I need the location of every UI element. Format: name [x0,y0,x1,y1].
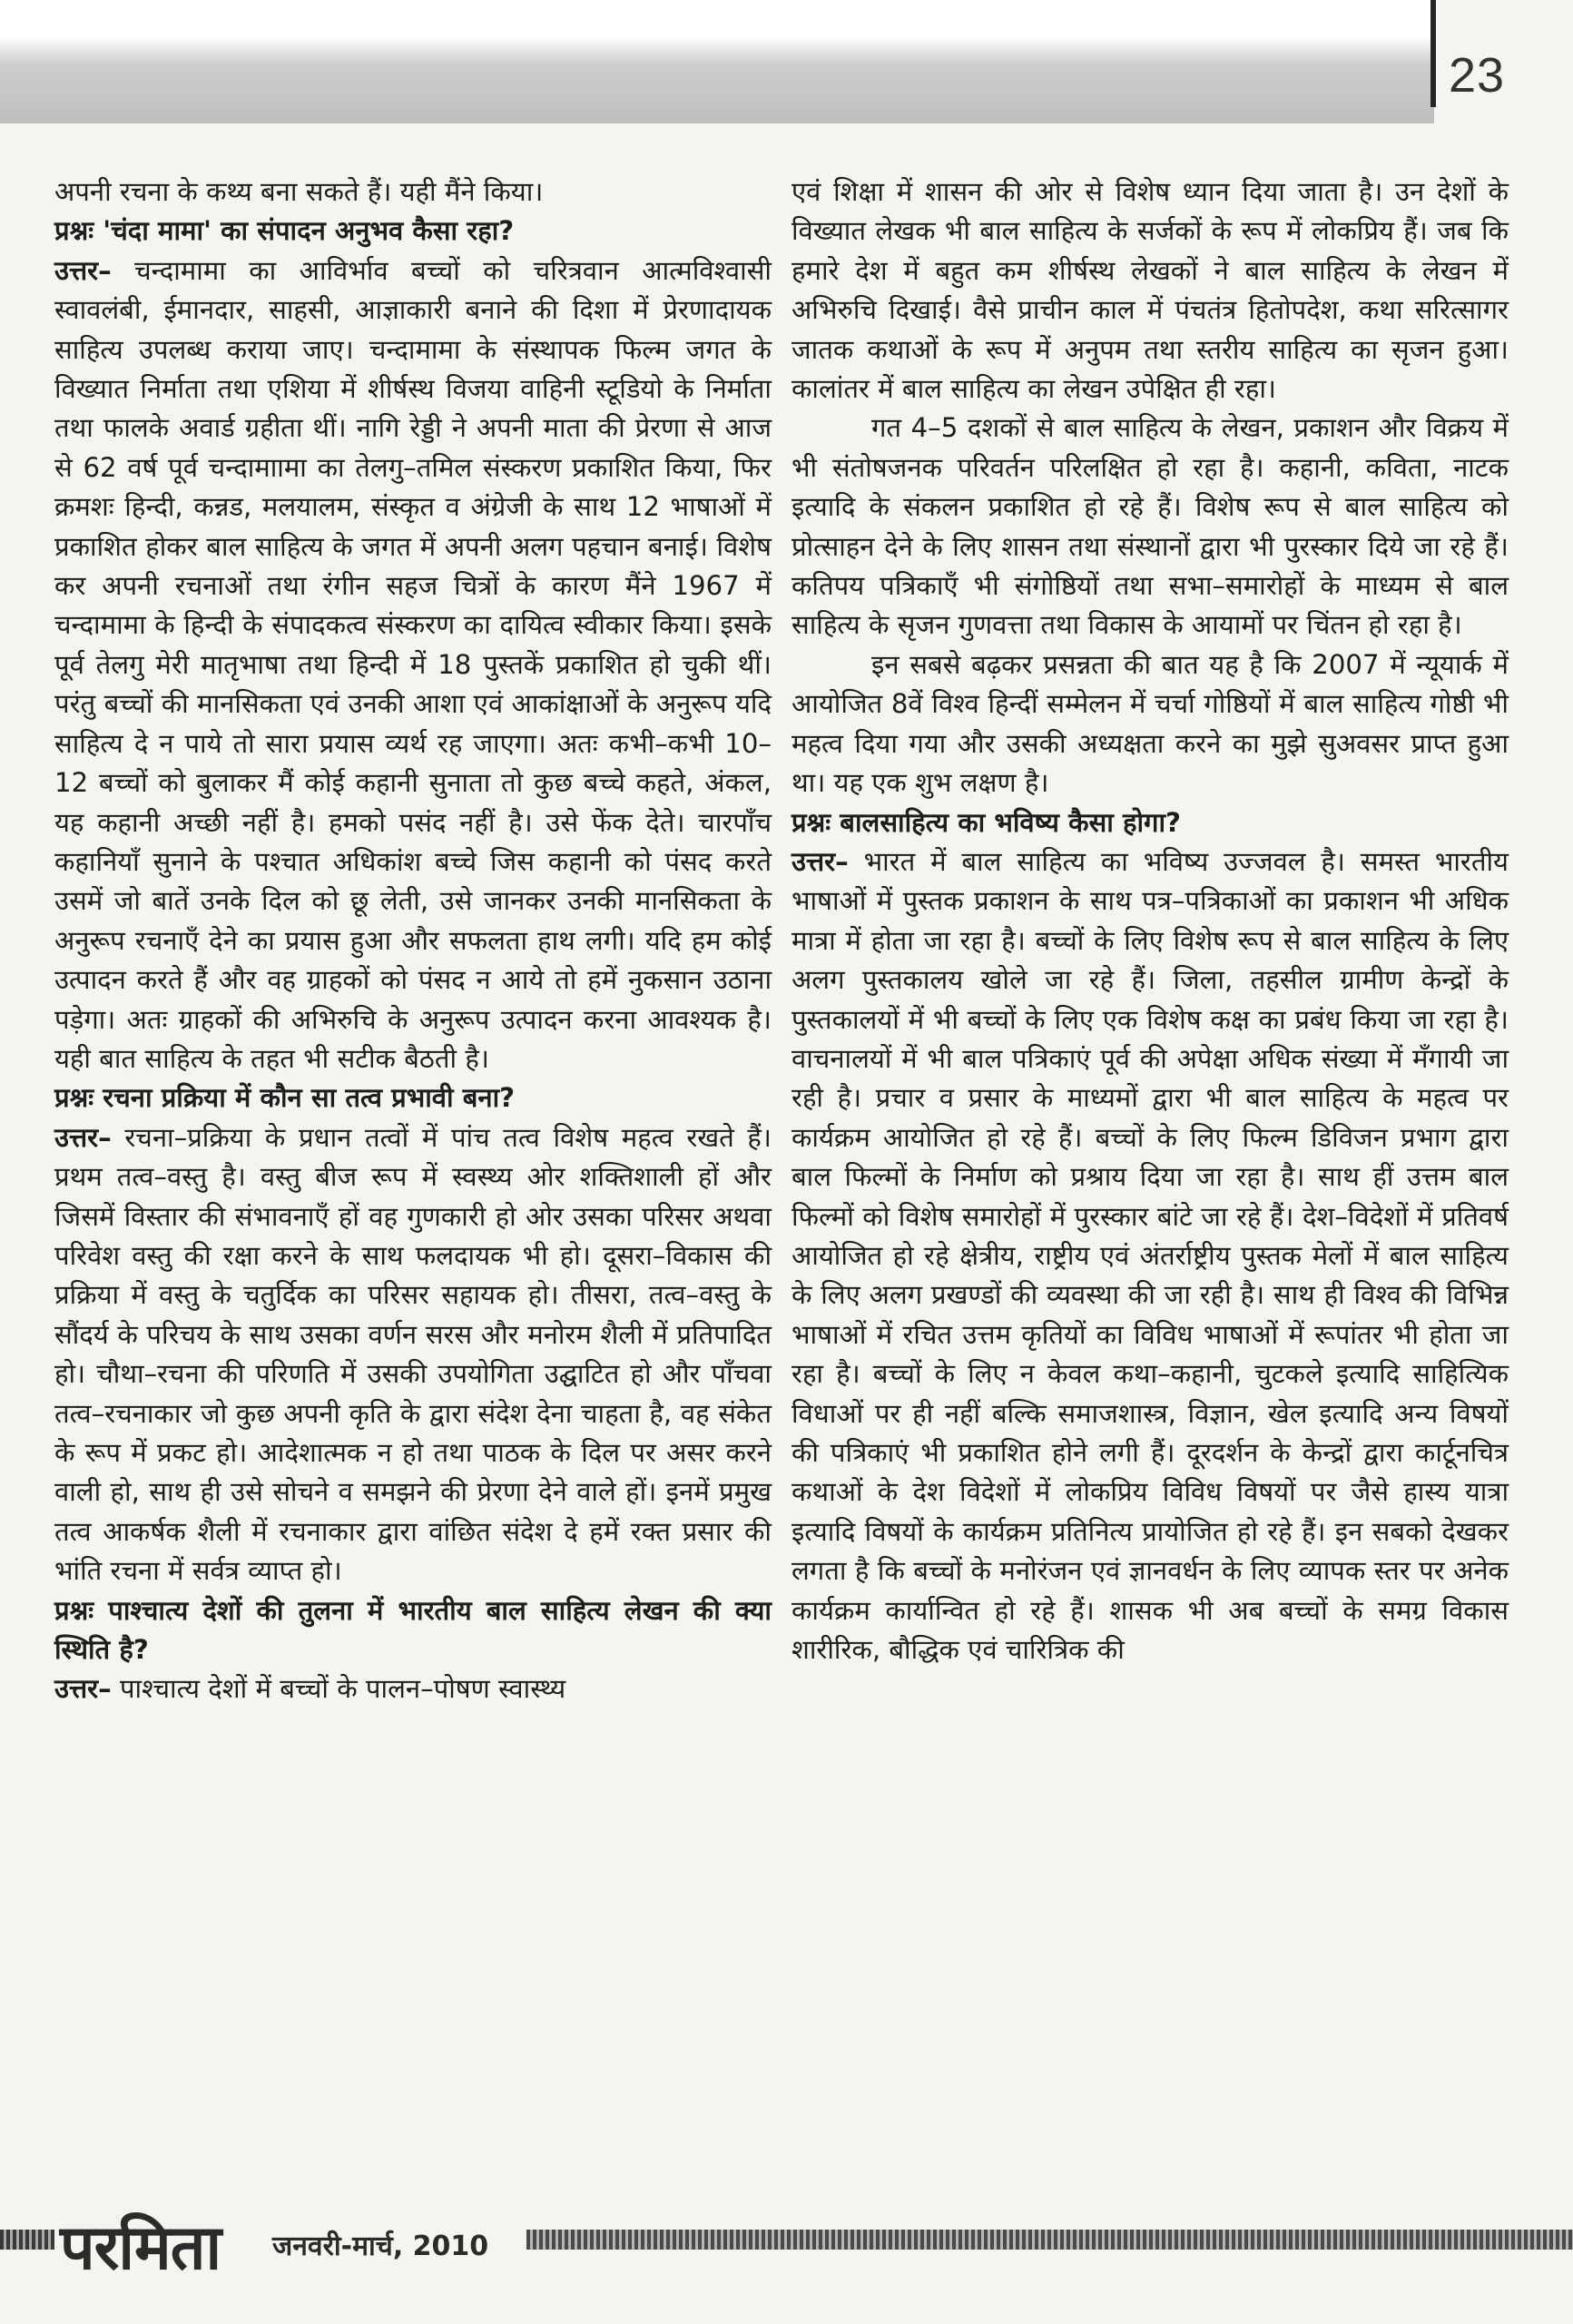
answer-text: भारत में बाल साहित्य का भविष्य उज्जवल है। समस्त भारतीय भाषाओं में पुस्तक प्रकाशन के साथ पत्र–पत्रिकाओं का प्रकाशन भी अधिक मात्रा में होता जा रहा है। बच्चों के लिए विशेष रूप से बाल साहित्य के लिए अलग पुस्तकालय खोले जा रहे हैं। जिला, तहसील ग्रामीण केन्द्रों के पुस्तकालयों में भी बच्चों के लिए एक विशेष कक्ष का प्रबंध किया जा रहा है। वाचनालयों में भी बाल पत्रिकाएं पूर्व की अपेक्षा अधिक संख्या में मँगायी जा रही है। प्रचार व प्रसार के माध्यमों द्वारा भी बाल साहित्य के महत्व पर कार्यक्रम आयोजित हो रहे हैं। बच्चों के लिए फिल्म डिविजन प्रभाग द्वारा बाल फिल्मों के निर्माण को प्रश्राय दिया जा रहा है। साथ हीं उत्तम बाल फिल्मों को विशेष समारोहों में पुरस्कार बांटे जा रहे हैं। देश–विदेशों में प्रतिवर्ष आयोजित हो रहे क्षेत्रीय, राष्ट्रीय एवं अंतर्राष्ट्रीय पुस्तक मेलों में बाल साहित्य के लिए अलग प्रखण्डों की व्यवस्था की जा रही है। साथ ही विश्व की विभिन्न भाषाओं में रचित उत्तम कृतियों का विविध भाषाओं में रूपांतर भी होता जा रहा है। बच्चों के लिए न केवल कथा–कहानी, चुटकले इत्यादि साहित्यिक विधाओं पर ही नहीं बल्कि समाजशास्त्र, विज्ञान, खेल इत्यादि अन्य विषयों की पत्रिकाएं भी प्रकाशित होने लगी हैं। दूरदर्शन के केन्द्रों द्वारा कार्टूनचित्र कथाओं के देश विदेशों में लोकप्रिय विविध विषयों पर जैसे हास्य यात्रा इत्यादि विषयों के कार्यक्रम प्रतिनित्य प्रायोजित हो रहे हैं। इन सबको देखकर लगता है कि बच्चों के मनोरंजन एवं ज्ञानवर्धन के लिए व्यापक स्तर पर अनेक कार्यक्रम कार्यान्वित हो रहे हैं। शासक भी अब बच्चों के समग्र विकास शारीरिक, बौद्धिक एवं चारित्रिक की [791,845,1509,1666]
page-number: 23 [1449,48,1506,103]
answer-paragraph [54,1118,772,1591]
question-heading: प्रश्नः बालसाहित्य का भविष्य कैसा होगा? [791,806,1181,838]
paragraph: अपनी रचना के कथ्य बना सकते हैं। यही मैंने किया। [54,176,544,207]
question-heading: प्रश्नः पाश्चात्य देशों की तुलना में भारतीय बाल साहित्य लेखन की क्या स्थिति है? [54,1594,772,1666]
footer-stripe [526,2230,1573,2250]
header-band [0,0,1434,123]
paragraph: एवं शिक्षा में शासन की ओर से विशेष ध्यान दिया जाता है। उन देशों के विख्यात लेखक भी बाल साहित्य के सर्जकों के रूप में लोकप्रिय हैं। जब कि हमारे देश में बहुत कम शीर्षस्थ लेखकों ने बाल साहित्य के लेखन में अभिरुचि दिखाई। वैसे प्राचीन काल में पंचतंत्र हितोपदेश, कथा सरित्सागर जातक कथाओं के रूप में अनुपम तथा स्तरीय साहित्य का सृजन हुआ। कालांतर में बाल साहित्य का लेखन उपेक्षित ही रहा। [791,176,1509,405]
question-heading: प्रश्नः 'चंदा मामा' का संपादन अनुभव कैसा रहा? [54,215,515,247]
footer-stripe [0,2230,54,2250]
left-column [54,172,772,1709]
paragraph: इन सबसे बढ़कर प्रसन्नता की बात यह है कि 2007 में न्यूयार्क में आयोजित 8वें विश्व हिन्दीं सम्मेलन में चर्चा गोष्ठियों में बाल साहित्य गोष्ठी भी महत्व दिया गया और उसकी अध्यक्षता करने का मुझे सुअवसर प्राप्त हुआ था। यह एक शुभ लक्षण है। [791,648,1509,799]
answer-label: उत्तर– [54,1121,112,1153]
answer-paragraph [54,1669,772,1709]
paragraph: गत 4–5 दशकों से बाल साहित्य के लेखन, प्रकाशन और विक्रय में भी संतोषजनक परिवर्तन परिलक्षित हो रहा है। कहानी, कविता, नाटक इत्यादि के संकलन प्रकाशित हो रहे हैं। विशेष रूप से बाल साहित्य को प्रोत्साहन देने के लिए शासन तथा संस्थानों द्वारा भी पुरस्कार दिये जा रहे हैं। कतिपय पत्रिकाएँ भी संगोष्ठियों तथा सभा–समारोहों के माध्यम से बाल साहित्य के सृजन गुणवत्ता तथा विकास के आयामों पर चिंतन हो रहा है। [791,412,1509,641]
answer-text: चन्दामामा का आविर्भाव बच्चों को चरित्रवान आत्मविश्वासी स्वावलंबी, ईमानदार, साहसी, आज्ञाकारी बनाने की दिशा में प्रेरणादायक साहित्य उपलब्ध कराया जाए। चन्दामामा के संस्थापक फिल्म जगत के विख्यात निर्माता तथा एशिया में शीर्षस्थ विजया वाहिनी स्टूडियो के निर्माता तथा फालके अवार्ड ग्रहीता थीं। नागि रेड्डी ने अपनी माता की प्रेरणा से आज से 62 वर्ष पूर्व चन्दामाामा का तेलगु–तमिल संस्करण प्रकाशित किया, फिर क्रमशः हिन्दी, कन्नड, मलयालम, संस्कृत व अंग्रेजी के साथ 12 भाषाओं में प्रकाशित होकर बाल साहित्य के जगत में अपनी अलग पहचान बनाई। विशेष कर अपनी रचनाओं तथा रंगीन सहज चित्रों के कारण मैंने 1967 में चन्दामामा के हिन्दी के संपादकत्व संस्करण का दायित्व स्वीकार किया। इसके पूर्व तेलगु मेरी मातृभाषा तथा हिन्दी में 18 पुस्तकें प्रकाशित हो चुकी थीं। परंतु बच्चों की मानसिकता एवं उनकी आशा एवं आकांक्षाओं के अनुरूप यदि साहित्य दे न पाये तो सारा प्रयास व्यर्थ रह जाएगा। अतः कभी–कभी 10–12 बच्चों को बुलाकर मैं कोई कहानी सुनाता तो कुछ बच्चे कहते, अंकल, यह कहानी अच्छी नहीं है। हमको पसंद नहीं है। उसे फेंक देते। चारपाँच कहानियाँ सुनाने के पश्चात अधिकांश बच्चे जिस कहानी को पंसद करते उसमें जो बातें उनके दिल को छू लेती, उसे जानकर उनकी मानसिकता के अनुरूप रचनाएँ देने का प्रयास हुआ और सफलता हाथ लगी। यदि हम कोई उत्पादन करते हैं और वह ग्राहकों को पंसद न आये तो हमें नुकसान उठाना पड़ेगा। अतः ग्राहकों की अभिरुचि के अनुरूप उत्पादन करना आवश्यक है। यही बात साहित्य के तहत भी सटीक बैठती है। [54,254,772,1074]
answer-paragraph [791,842,1509,1670]
header-divider [1430,0,1436,107]
magazine-title: परमिता [60,2212,221,2284]
right-column [791,172,1509,1669]
answer-paragraph [54,251,772,1079]
answer-text: पाश्चात्य देशों में बच्चों के पालन–पोषण स्वास्थ्य [111,1673,566,1705]
answer-label: उत्तर– [791,845,849,877]
answer-label: उत्तर– [54,254,112,286]
answer-text: रचना–प्रक्रिया के प्रधान तत्वों में पांच तत्व विशेष महत्व रखते हैं। प्रथम तत्व–वस्तु है। वस्तु बीज रूप में स्वस्थ्य ओर शक्तिशाली हों और जिसमें विस्तार की संभावनाएँ हों वह गुणकारी हो ओर उसका परिसर अथवा परिवेश वस्तु की रक्षा करने के साथ फलदायक भी हो। दूसरा–विकास की प्रक्रिया में वस्तु के चतुर्दिक का परिसर सहायक हो। तीसरा, तत्व–वस्तु के सौंदर्य के परिचय के साथ उसका वर्णन सरस और मनोरम शैली में प्रतिपादित हो। चौथा–रचना की परिणति में उसकी उपयोगिता उद्घाटित हो और पाँचवा तत्व–रचनाकार जो कुछ अपनी कृति के द्वारा संदेश देना चाहता है, वह संकेत के रूप में प्रकट हो। आदेशात्मक न हो तथा पाठक के दिल पर असर करने वाली हो, साथ ही उसे सोचने व समझने की प्रेरणा देने वाले हों। इनमें प्रमुख तत्व आकर्षक शैली में रचनाकार द्वारा वांछित संदेश दे हमें रक्त प्रसार की भांति रचना में सर्वत्र व्याप्त हो। [54,1121,772,1587]
question-heading: प्रश्नः रचना प्रक्रिया में कौन सा तत्व प्रभावी बना? [54,1082,516,1114]
issue-date: जनवरी-मार्च, 2010 [272,2230,489,2262]
answer-label: उत्तर– [54,1673,112,1705]
